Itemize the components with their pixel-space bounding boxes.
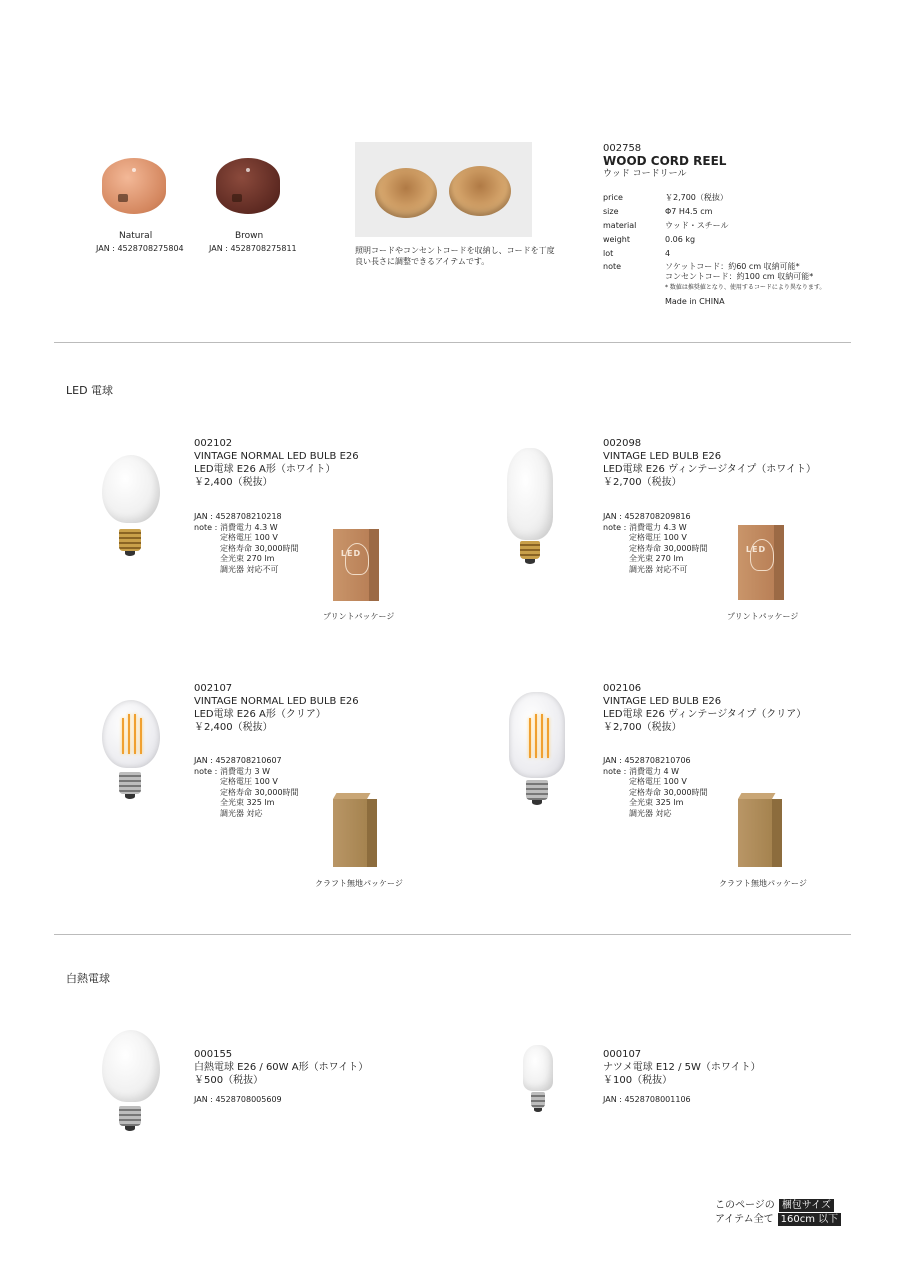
spec-value: 0.06 kg [665,235,696,244]
product-002106-notes [603,756,708,820]
product-price: ￥500（税抜） [194,1075,264,1086]
product-code: 002106 [603,683,642,694]
clear-vintage-bulb-image [509,692,565,810]
product-name-jp: LED電球 E26 A形（クリア） [194,709,326,720]
product-code: 000107 [603,1049,642,1060]
package-logo: LED [340,549,362,558]
note-item: 定格電圧 100 V [220,777,278,787]
note-item: 定格寿命 30,000時間 [629,787,708,797]
product-name-en: VINTAGE NORMAL LED BULB E26 [194,451,359,462]
product-jan: JAN : 4528708210607 [194,756,282,765]
natural-jan: JAN : 4528708275804 [96,244,184,253]
note-small: * 数値は推奨値となり、使用するコードにより異なります。 [665,284,826,291]
reel-code: 002758 [603,143,642,154]
package-logo: LED [745,545,767,554]
package-label: プリントパッケージ [727,612,799,621]
note-item: 調光器 対応不可 [220,564,279,574]
product-name-en: VINTAGE NORMAL LED BULB E26 [194,696,359,707]
product-jan: JAN : 4528708209816 [603,512,691,521]
product-name-jp: LED電球 E26 ヴィンテージタイプ（ホワイト） [603,464,816,475]
reel-specs [603,193,843,307]
brown-color-name: Brown [235,231,264,241]
note-item: 定格電圧 100 V [629,533,687,543]
note-item: 消費電力 4.3 W [629,522,687,532]
incandescent-a-bulb-image [100,1030,162,1134]
package-label: プリントパッケージ [323,612,395,621]
product-code: 002102 [194,438,233,449]
note-item: 全光束 325 lm [220,798,275,808]
divider-1 [54,342,851,343]
package-label: クラフト無地パッケージ [719,879,807,888]
packing-size-badge-1: 梱包サイズ [779,1199,834,1212]
note-label: note [603,262,622,271]
spec-label: weight [603,235,630,244]
product-name-jp: 白熱電球 E26 / 60W A形（ホワイト） [194,1062,369,1073]
product-code: 002098 [603,438,642,449]
product-002102-notes [194,512,299,576]
spec-label: size [603,207,619,216]
clear-a-bulb-image [100,700,162,802]
note-item: 定格電圧 100 V [220,533,278,543]
product-code: 002107 [194,683,233,694]
note-item: 定格寿命 30,000時間 [220,543,299,553]
product-jan: JAN : 4528708210706 [603,756,691,765]
brown-jan: JAN : 4528708275811 [209,244,297,253]
print-package-image [333,529,369,601]
reel-caption-1: 照明コードやコンセントコードを収納し、コードを丁度 [355,246,555,255]
product-name-en: VINTAGE LED BULB E26 [603,451,722,462]
product-name-jp: LED電球 E26 ヴィンテージタイプ（クリア） [603,709,807,720]
product-price: ￥2,700（税抜） [603,477,682,488]
note-item: 調光器 対応 [629,808,672,818]
kraft-package-image [333,799,367,867]
note-prefix: note : [194,522,220,532]
spec-value: Φ7 H4.5 cm [665,207,713,216]
note-prefix: note : [603,522,629,532]
made-in: Made in CHINA [665,297,725,306]
note-line-2: コンセントコード：約100 cm 収納可能* [665,272,814,281]
note-prefix: note : [194,766,220,776]
product-000155 [194,1048,368,1106]
product-name-jp: ナツメ電球 E12 / 5W（ホワイト） [603,1062,761,1073]
reel-name-en: WOOD CORD REEL [603,154,727,168]
product-jan: JAN : 4528708001106 [603,1095,691,1104]
product-000107 [603,1048,761,1106]
footer-line-2: アイテム全て [715,1214,774,1225]
note-item: 全光束 270 lm [220,554,275,564]
product-price: ￥2,400（税抜） [194,477,273,488]
note-item: 定格寿命 30,000時間 [220,787,299,797]
note-item: 定格電圧 100 V [629,777,687,787]
product-code: 000155 [194,1049,233,1060]
natural-color-name: Natural [119,231,153,241]
spec-label: material [603,221,637,230]
brown-reel-image [216,158,280,214]
reel-caption-2: 良い長さに調整できるアイテムです。 [355,257,490,266]
note-item: 消費電力 4.3 W [220,522,278,532]
spec-value: ￥2,700（税抜） [665,193,728,202]
reel-name-jp: ウッド コードリール [603,169,687,179]
note-item: 全光束 270 lm [629,554,684,564]
product-name-en: VINTAGE LED BULB E26 [603,696,722,707]
note-item: 調光器 対応不可 [629,564,688,574]
product-price: ￥100（税抜） [603,1075,673,1086]
note-item: 消費電力 4 W [629,766,680,776]
spec-value: 4 [665,249,671,258]
note-item: 調光器 対応 [220,808,263,818]
footer-line-1: このページの [715,1200,775,1211]
product-002106 [603,682,806,734]
product-002098 [603,437,816,489]
product-price: ￥2,700（税抜） [603,722,682,733]
note-prefix: note : [603,766,629,776]
natsume-bulb-image [523,1045,553,1117]
product-002107 [194,682,359,734]
natural-reel-image [102,158,166,214]
spec-value: ウッド・スチール [665,221,729,230]
product-002107-notes [194,756,299,820]
product-002102 [194,437,359,489]
product-name-jp: LED電球 E26 A形（ホワイト） [194,464,336,475]
incandescent-section-title: 白熱電球 [66,972,110,985]
product-price: ￥2,400（税抜） [194,722,273,733]
product-002098-notes [603,512,708,576]
print-package-image [738,525,774,600]
product-jan: JAN : 4528708210218 [194,512,282,521]
note-item: 定格寿命 30,000時間 [629,543,708,553]
package-label: クラフト無地パッケージ [315,879,403,888]
packing-size-badge-2: 160cm 以下 [778,1213,842,1226]
note-item: 消費電力 3 W [220,766,271,776]
note-item: 全光束 325 lm [629,798,684,808]
footer-note [715,1199,841,1226]
kraft-package-image [738,799,772,867]
spec-label: lot [603,249,614,258]
product-jan: JAN : 4528708005609 [194,1095,282,1104]
white-vintage-bulb-image [507,448,553,566]
white-a-bulb-image [100,455,162,560]
spec-label: price [603,193,623,202]
led-section-title: LED 電球 [66,384,114,397]
note-line-1: ソケットコード：約60 cm 収納可能* [665,262,800,271]
divider-2 [54,934,851,935]
reel-open-photo [355,142,532,237]
